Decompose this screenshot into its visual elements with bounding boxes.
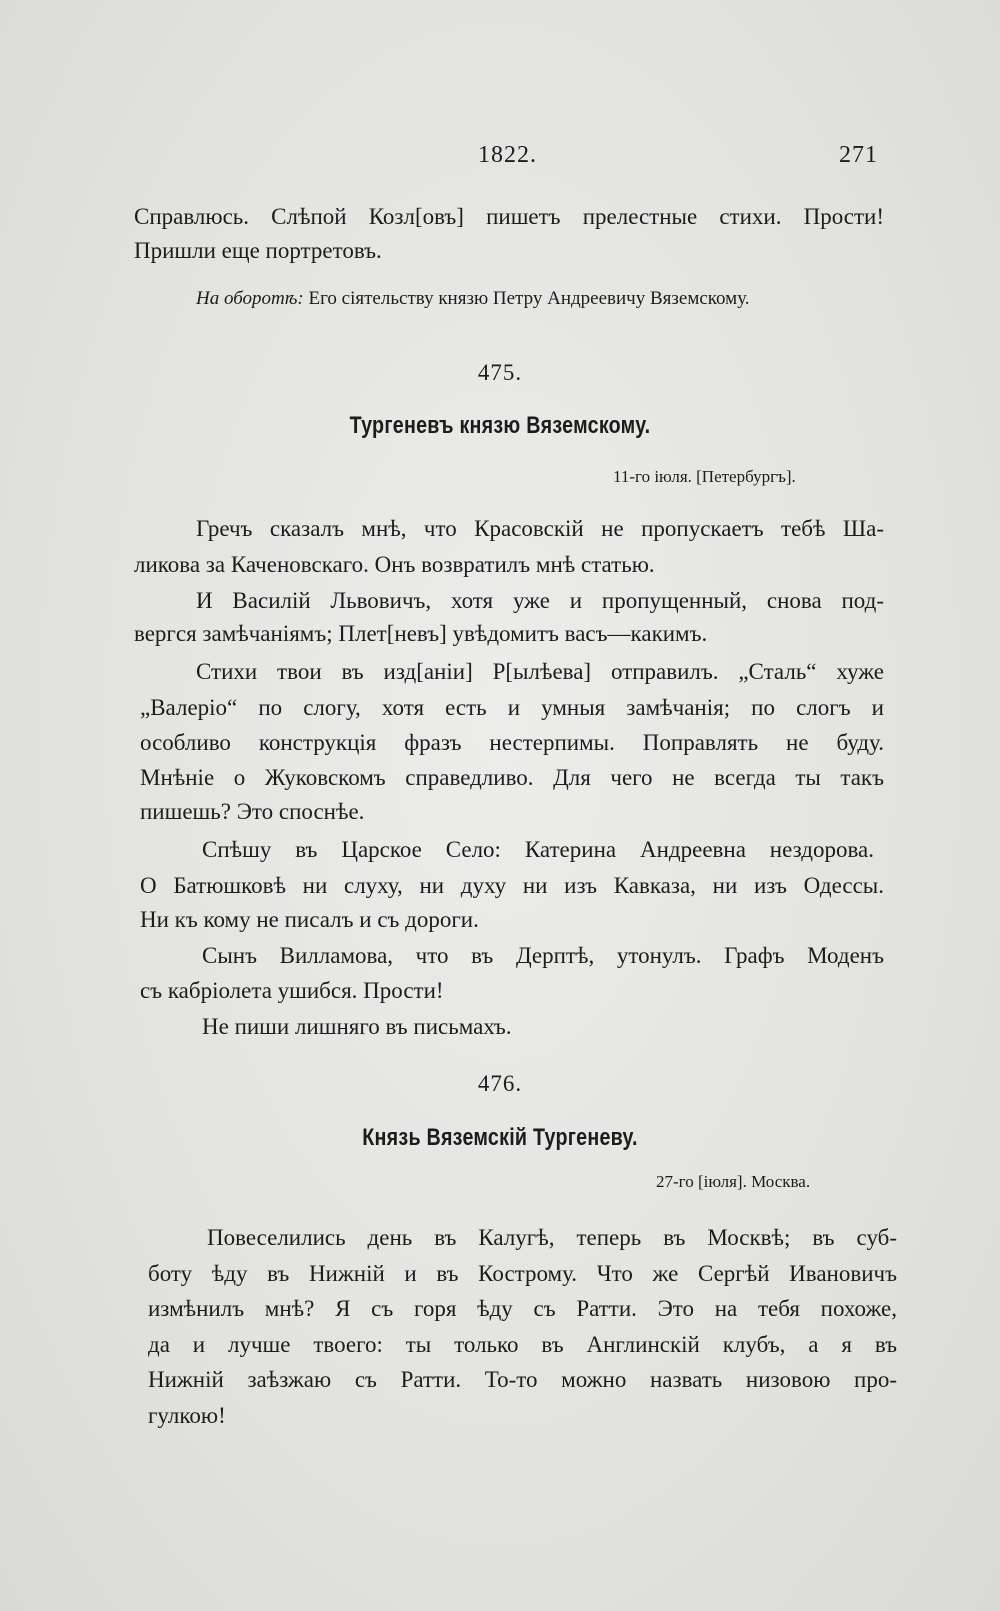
text-line: пишешь? Это споснѣе. xyxy=(140,799,365,824)
text-line: Пришли еще портретовъ. xyxy=(134,238,382,263)
text-line: Стихи твои въ изд[аніи] Р[ылѣева] отправилъ. „Сталь“ хуже xyxy=(196,659,884,684)
address-text: Его сіятельству князю Петру Андреевичу Вяземскому. xyxy=(308,288,750,309)
text-line: съ кабріолета ушибся. Прости! xyxy=(140,978,444,1003)
letter-number-475: 475. xyxy=(477,360,523,385)
letter-date-475: 11-го іюля. [Петербургъ]. xyxy=(613,467,796,486)
text-line: Не пиши лишняго въ письмахъ. xyxy=(202,1014,512,1039)
text-line: да и лучше твоего: ты только въ Англинскій клубъ, а я въ xyxy=(148,1332,897,1357)
text-line: Спѣшу въ Царское Село: Катерина Андреевна нездорова. xyxy=(202,837,874,862)
text-line: „Валеріо“ по слогу, хотя есть и умныя замѣчанія; по слогъ и xyxy=(140,695,884,720)
text-line: гулкою! xyxy=(148,1403,226,1428)
letter-title-476: Князь Вяземскій Тургеневу. xyxy=(362,1124,638,1151)
text-line: ликова за Каченовскаго. Онъ возвратилъ мнѣ статью. xyxy=(134,552,655,577)
letter-date-476: 27-го [іюля]. Москва. xyxy=(656,1172,811,1191)
page-number: 271 xyxy=(839,142,878,168)
letter-number-476: 476. xyxy=(477,1071,523,1096)
letter-title-475: Тургеневъ князю Вяземскому. xyxy=(349,412,651,439)
text-line: Сынъ Вилламова, что въ Дерптѣ, утонулъ. Графъ Моденъ xyxy=(202,943,884,968)
text-line: особливо конструкція фразъ нестерпимы. Поправлять не буду. xyxy=(140,730,884,755)
text-line: Гречъ сказалъ мнѣ, что Красовскій не пропускаетъ тебѣ Ша- xyxy=(196,516,884,541)
text-line: Повеселились день въ Калугѣ, теперь въ Москвѣ; въ суб- xyxy=(207,1225,897,1250)
text-line: боту ѣду въ Нижній и въ Кострому. Что же Сергѣй Ивановичъ xyxy=(148,1261,897,1286)
text-line: Справлюсь. Слѣпой Козл[овъ] пишетъ прелестные стихи. Прости! xyxy=(134,204,884,229)
text-line: Ни къ кому не писалъ и съ дороги. xyxy=(140,907,479,932)
text-line: измѣнилъ мнѣ? Я съ горя ѣду съ Ратти. Это на тебя похоже, xyxy=(148,1296,897,1321)
text-line: И Василій Львовичъ, хотя уже и пропущенный, снова под- xyxy=(196,588,884,613)
text-line: Мнѣніе о Жуковскомъ справедливо. Для чего не всегда ты такъ xyxy=(140,765,884,790)
text-line: Нижній заѣзжаю съ Ратти. То-то можно назвать низовою про- xyxy=(148,1367,897,1392)
address-line xyxy=(196,288,750,310)
address-label: На оборотѣ: xyxy=(196,288,304,309)
text-line: О Батюшковѣ ни слуху, ни духу ни изъ Кавказа, ни изъ Одессы. xyxy=(140,873,884,898)
header-year: 1822. xyxy=(478,142,537,168)
text-line: вергся замѣчаніямъ; Плет[невъ] увѣдомитъ васъ—какимъ. xyxy=(134,621,708,646)
